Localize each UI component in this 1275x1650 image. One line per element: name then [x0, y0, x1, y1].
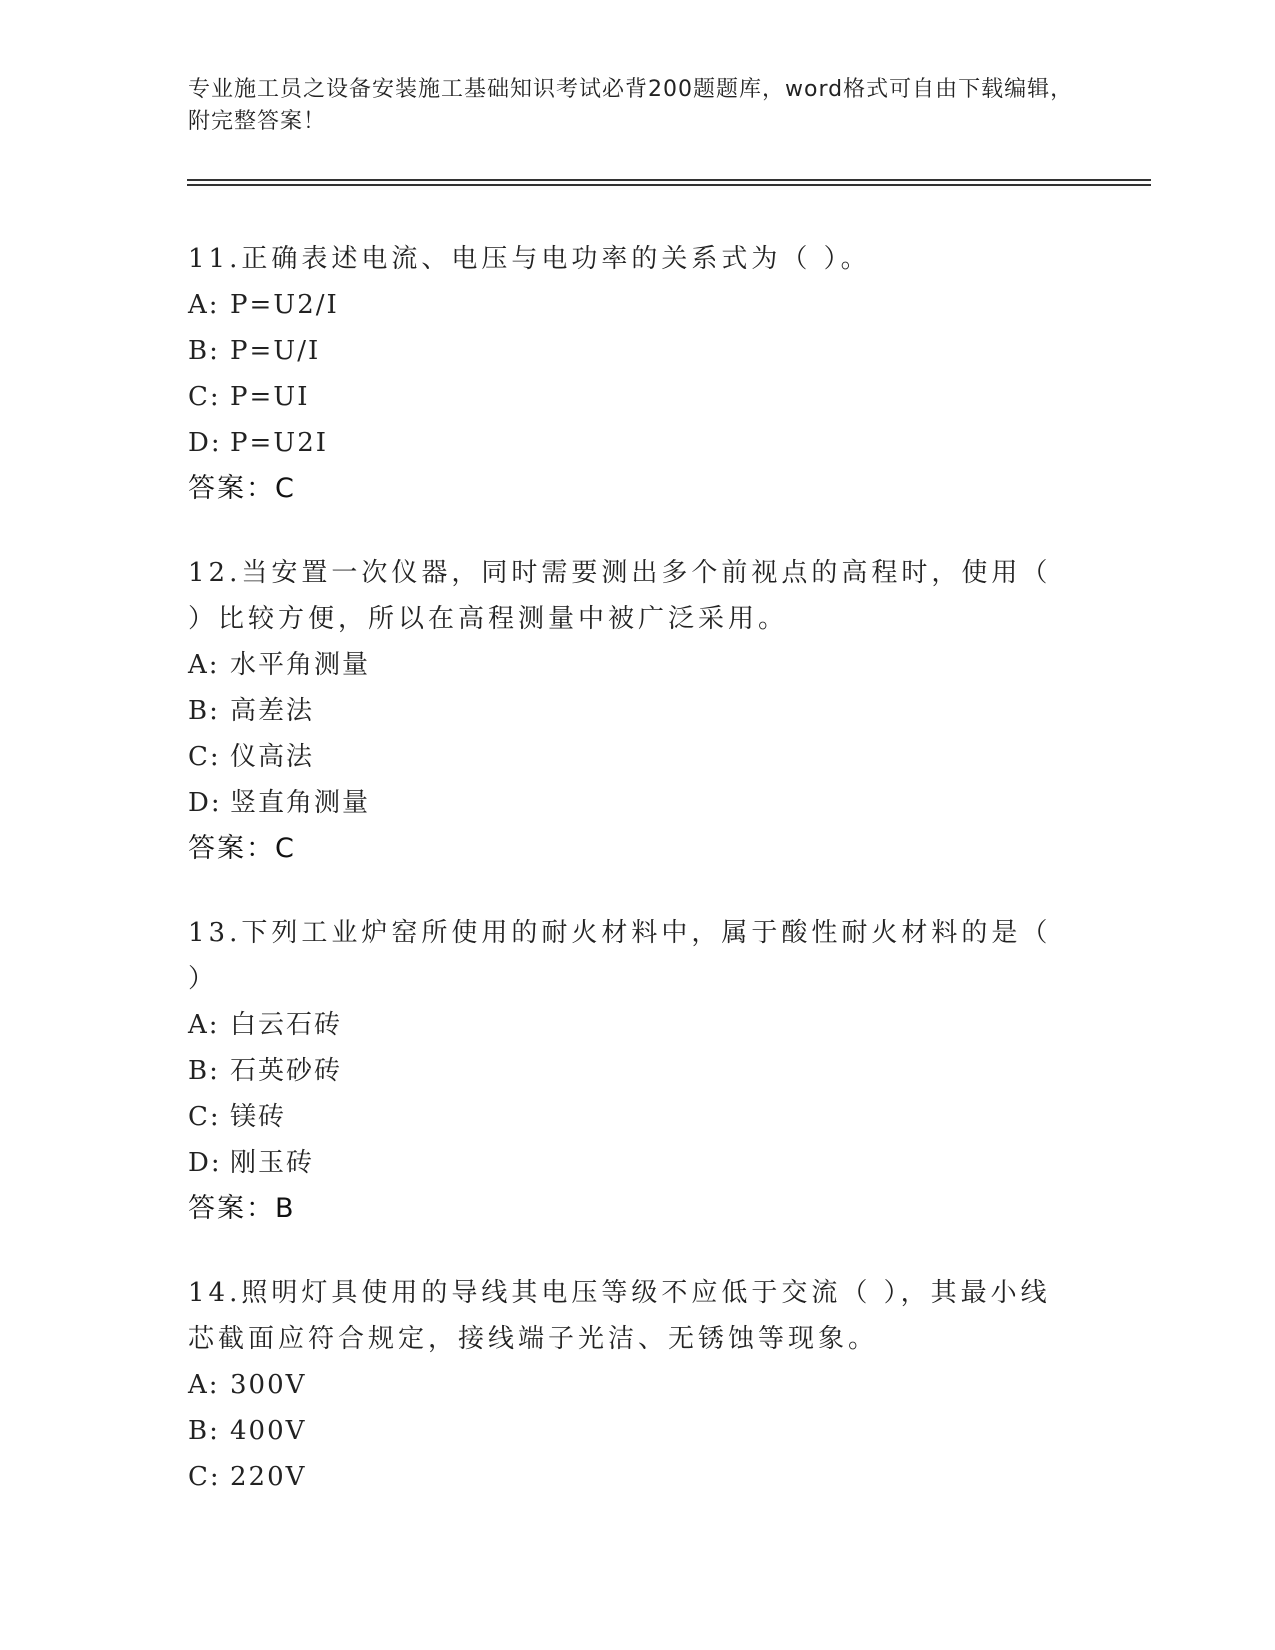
header-divider-bottom [187, 184, 1151, 186]
option-text: P=U/I [230, 336, 321, 366]
option-b [188, 688, 1068, 734]
question-stem: 12.当安置一次仪器，同时需要测出多个前视点的高程时，使用（ ）比较方便，所以在高程测量中被广泛采用。 [188, 558, 1052, 634]
option-text: 仪高法 [230, 742, 315, 772]
option-c [188, 1454, 1068, 1500]
answer-line: 答案：C [188, 833, 296, 864]
option-a [188, 1002, 1068, 1048]
option-text: 白云石砖 [230, 1010, 343, 1040]
header-divider-top [187, 179, 1151, 181]
option-letter: C: [188, 742, 221, 772]
option-text: 水平角测量 [230, 650, 371, 680]
question-14 [188, 1270, 1068, 1500]
option-letter: B: [188, 336, 220, 366]
option-a [188, 642, 1068, 688]
option-letter: C: [188, 1102, 221, 1132]
option-text: 镁砖 [230, 1102, 287, 1132]
option-d [188, 420, 1068, 466]
question-11 [188, 236, 1068, 512]
option-text: P=UI [230, 382, 310, 412]
option-c [188, 1094, 1068, 1140]
answer-line: 答案：C [188, 473, 296, 504]
answer-line: 答案：B [188, 1193, 296, 1224]
question-stem: 13.下列工业炉窑所使用的耐火材料中，属于酸性耐火材料的是（ ） [188, 918, 1052, 994]
option-a [188, 282, 1068, 328]
option-letter: A: [188, 290, 220, 320]
option-text: 石英砂砖 [230, 1056, 343, 1086]
option-letter: D: [188, 788, 222, 818]
option-b [188, 1048, 1068, 1094]
option-text: 300V [230, 1370, 307, 1400]
question-13 [188, 910, 1068, 1232]
option-text: 高差法 [230, 696, 315, 726]
option-letter: A: [188, 1370, 220, 1400]
option-d [188, 780, 1068, 826]
option-letter: C: [188, 382, 221, 412]
question-list [188, 236, 1068, 1538]
option-b [188, 328, 1068, 374]
option-a [188, 1362, 1068, 1408]
option-letter: B: [188, 696, 220, 726]
option-letter: D: [188, 1148, 222, 1178]
option-letter: A: [188, 650, 220, 680]
option-text: 400V [230, 1416, 307, 1446]
option-letter: C: [188, 1462, 221, 1492]
option-text: 竖直角测量 [230, 788, 371, 818]
document-header: 专业施工员之设备安装施工基础知识考试必背200题题库，word格式可自由下载编辑，附完整答案！ [188, 77, 1074, 134]
option-d [188, 1140, 1068, 1186]
option-text: 刚玉砖 [230, 1148, 315, 1178]
option-text: P=U2I [230, 428, 329, 458]
option-letter: B: [188, 1416, 220, 1446]
option-c [188, 734, 1068, 780]
option-letter: A: [188, 1010, 220, 1040]
option-letter: D: [188, 428, 222, 458]
option-text: 220V [230, 1462, 307, 1492]
question-stem: 11.正确表述电流、电压与电功率的关系式为（ ）。 [188, 244, 871, 274]
option-c [188, 374, 1068, 420]
option-text: P=U2/I [230, 290, 339, 320]
option-b [188, 1408, 1068, 1454]
option-letter: B: [188, 1056, 220, 1086]
question-12 [188, 550, 1068, 872]
question-stem: 14.照明灯具使用的导线其电压等级不应低于交流（ ），其最小线芯截面应符合规定，接线端子光洁、无锈蚀等现象。 [188, 1278, 1051, 1354]
